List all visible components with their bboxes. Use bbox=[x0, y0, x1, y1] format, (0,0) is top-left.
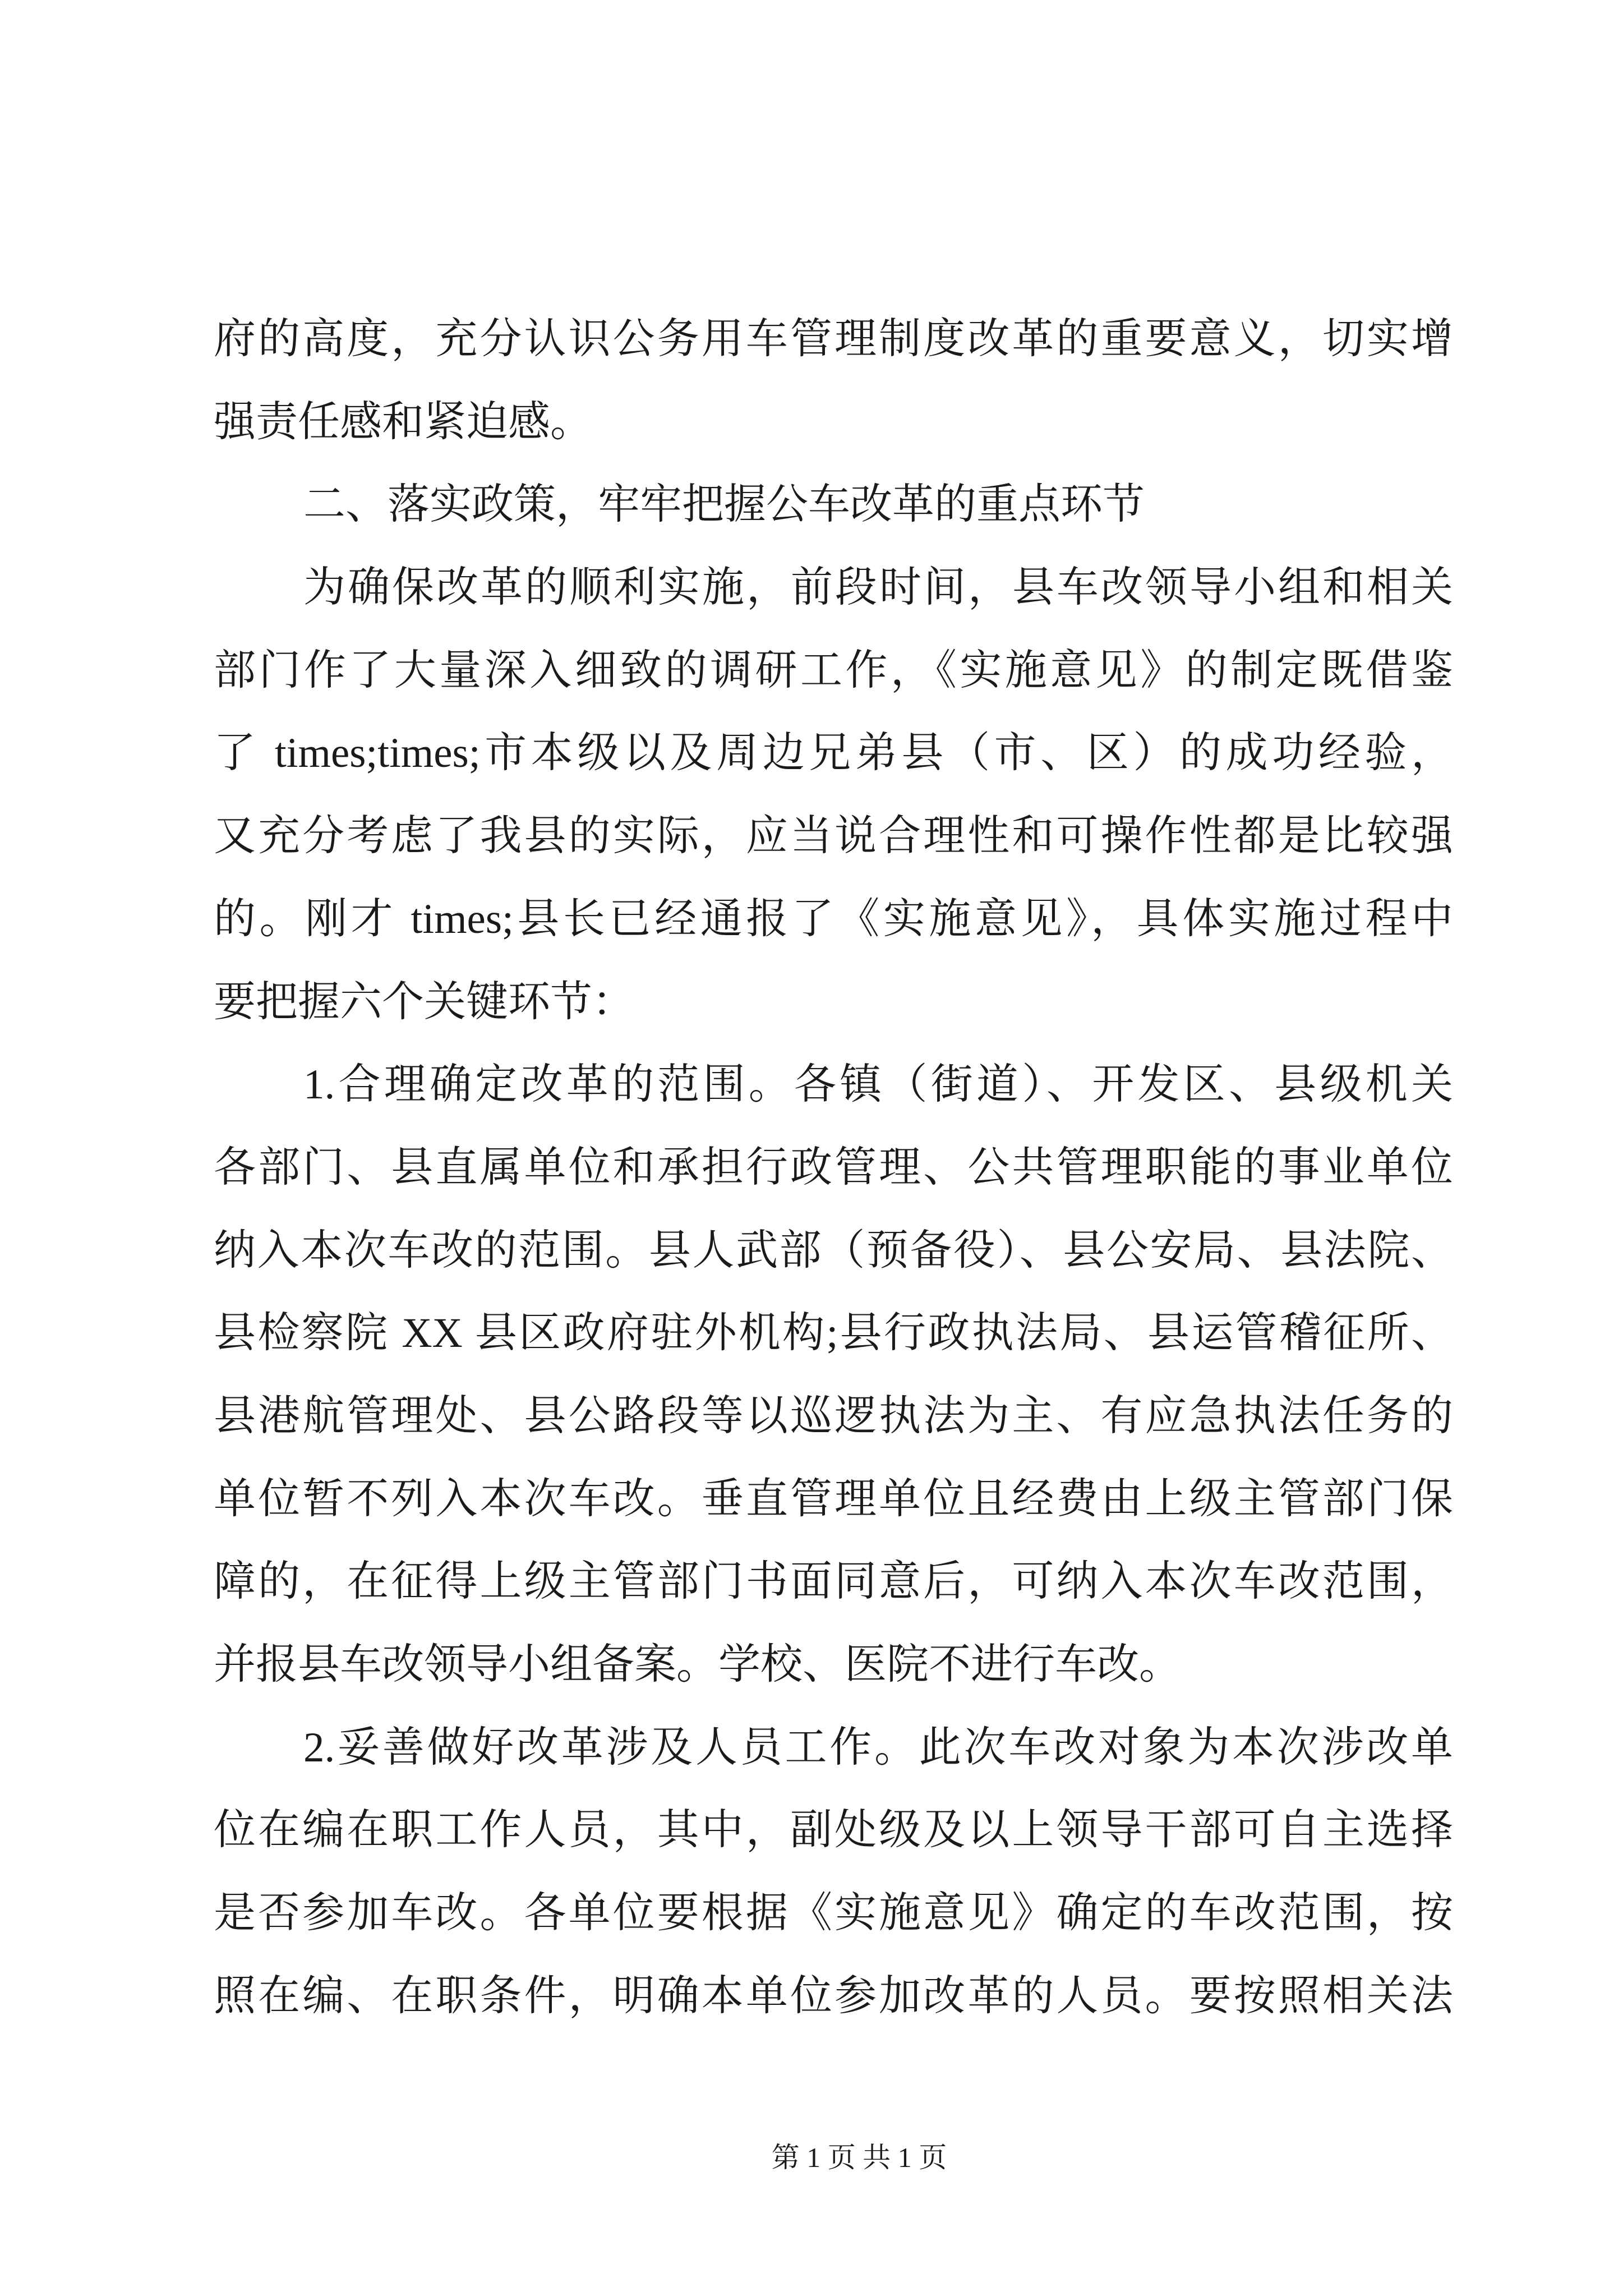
text-line: 位在编在职工作人员，其中，副处级及以上领导干部可自主选择 bbox=[214, 1807, 1453, 1854]
paragraph bbox=[214, 1706, 1453, 2038]
text-line: 照在编、在职条件，明确本单位参加改革的人员。要按照相关法 bbox=[214, 1972, 1453, 2019]
document-body bbox=[214, 298, 1453, 2037]
text-line: 又充分考虑了我县的实际，应当说合理性和可操作性都是比较强 bbox=[214, 813, 1453, 860]
section-heading bbox=[214, 463, 1453, 546]
heading-line: 二、落实政策，牢牢把握公车改革的重点环节 bbox=[303, 481, 1145, 528]
text-line: 纳入本次车改的范围。县人武部（预备役）、县公安局、县法院、 bbox=[214, 1227, 1453, 1274]
text-line: 的。刚才 times;县长已经通报了《实施意见》，具体实施过程中 bbox=[214, 895, 1453, 942]
text-line: 了 times;times;市本级以及周边兄弟县（市、区）的成功经验， bbox=[214, 730, 1453, 777]
text-line: 府的高度，充分认识公务用车管理制度改革的重要意义，切实增 bbox=[214, 316, 1453, 362]
text-line: 障的，在征得上级主管部门书面同意后，可纳入本次车改范围， bbox=[214, 1558, 1453, 1605]
text-line: 单位暂不列入本次车改。垂直管理单位且经费由上级主管部门保 bbox=[214, 1475, 1453, 1522]
paragraph bbox=[214, 1043, 1453, 1706]
page-number-footer: 第 1 页 共 1 页 bbox=[771, 2142, 947, 2173]
text-line: 部门作了大量深入细致的调研工作，《实施意见》的制定既借鉴 bbox=[214, 647, 1453, 694]
text-line: 并报县车改领导小组备案。学校、医院不进行车改。 bbox=[214, 1641, 1182, 1688]
text-line: 各部门、县直属单位和承担行政管理、公共管理职能的事业单位 bbox=[214, 1144, 1453, 1191]
text-line: 为确保改革的顺利实施，前段时间，县车改领导小组和相关 bbox=[303, 564, 1453, 611]
text-line: 是否参加车改。各单位要根据《实施意见》确定的车改范围，按 bbox=[214, 1890, 1453, 1937]
paragraph bbox=[214, 546, 1453, 1043]
text-line: 强责任感和紧迫感。 bbox=[214, 398, 593, 445]
text-line: 1.合理确定改革的范围。各镇（街道）、开发区、县级机关 bbox=[303, 1061, 1453, 1108]
paragraph bbox=[214, 298, 1453, 463]
text-line: 县检察院 XX 县区政府驻外机构;县行政执法局、县运管稽征所、 bbox=[214, 1310, 1453, 1357]
text-line: 县港航管理处、县公路段等以巡逻执法为主、有应急执法任务的 bbox=[214, 1392, 1453, 1439]
text-line: 2.妥善做好改革涉及人员工作。此次车改对象为本次涉改单 bbox=[303, 1724, 1453, 1771]
text-line: 要把握六个关键环节： bbox=[214, 978, 635, 1025]
